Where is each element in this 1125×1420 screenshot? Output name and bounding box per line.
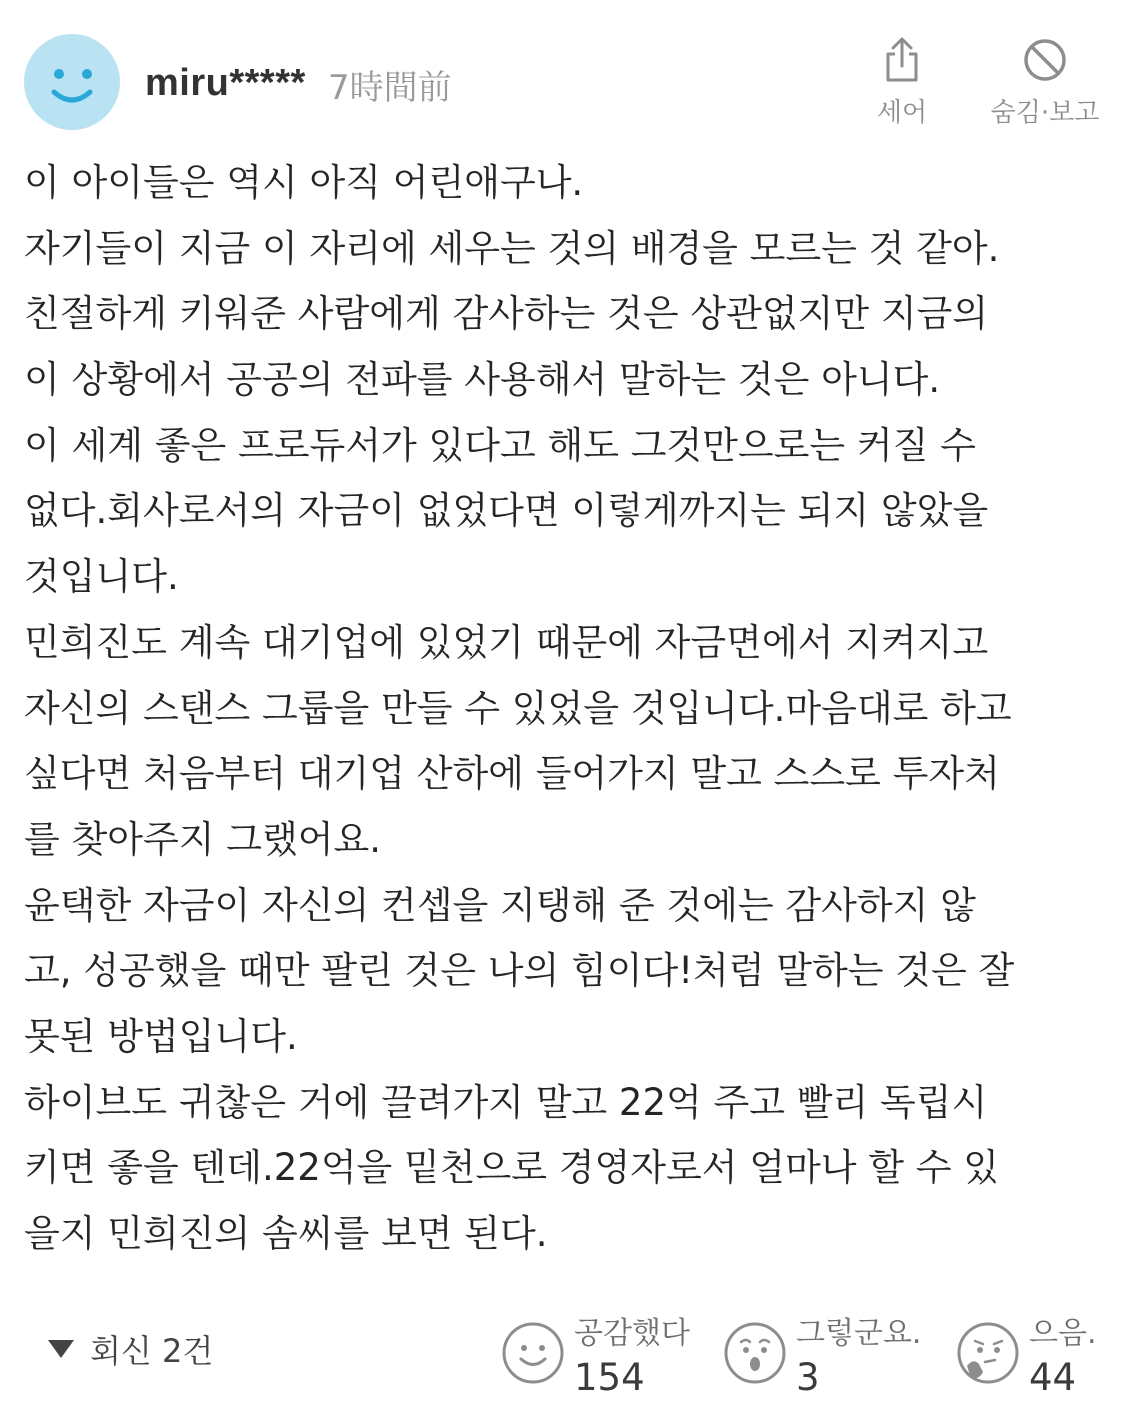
comment-line: 없다.회사로서의 자금이 없었다면 이렇게까지는 되지 않았을 bbox=[24, 489, 989, 533]
comment-line: 자신의 스탠스 그룹을 만들 수 있었을 것입니다.마음대로 하고 bbox=[24, 686, 1012, 730]
comment-line: 친절하게 키워준 사람에게 감사하는 것은 상관없지만 지금의 bbox=[24, 292, 989, 336]
thinking-face-icon bbox=[955, 1320, 1021, 1386]
replies-toggle[interactable] bbox=[48, 1326, 213, 1372]
reaction-label: 그렇군요. bbox=[796, 1316, 922, 1351]
smile-face-icon bbox=[500, 1320, 566, 1386]
reaction-empathy-button[interactable] bbox=[500, 1308, 690, 1418]
reaction-count: 154 bbox=[574, 1356, 645, 1399]
comment-footer bbox=[0, 1300, 1125, 1420]
reaction-label: 공감했다 bbox=[574, 1316, 690, 1351]
timestamp: 7時間前 bbox=[328, 68, 452, 108]
reaction-i-see-button[interactable] bbox=[722, 1308, 922, 1418]
comment-line: 못된 방법입니다. bbox=[24, 1014, 298, 1058]
reaction-count: 3 bbox=[796, 1356, 820, 1399]
reaction-hmm-button[interactable] bbox=[955, 1308, 1105, 1418]
comment-line: 이 상황에서 공공의 전파를 사용해서 말하는 것은 아니다. bbox=[24, 358, 941, 402]
comment-line: 하이브도 귀찮은 거에 끌려가지 말고 22억 주고 빨리 독립시 bbox=[24, 1080, 988, 1124]
surprised-face-icon bbox=[722, 1320, 788, 1386]
avatar[interactable] bbox=[24, 34, 120, 130]
username[interactable]: miru***** bbox=[145, 62, 306, 104]
replies-label: 회신 2건 bbox=[90, 1332, 214, 1370]
share-button[interactable] bbox=[862, 36, 942, 129]
comment-line: 을지 민희진의 솜씨를 보면 된다. bbox=[24, 1212, 548, 1255]
comment-line: 고, 성공했을 때만 팔린 것은 나의 힘이다!처럼 말하는 것은 잘 bbox=[24, 949, 1015, 993]
comment-line: 이 아이들은 역시 아직 어린애구나. bbox=[24, 161, 584, 204]
comment-line: 윤택한 자금이 자신의 컨셉을 지탱해 준 것에는 감사하지 않 bbox=[24, 883, 976, 927]
comment-line: 를 찾아주지 그랬어요. bbox=[24, 817, 381, 861]
comment-header bbox=[0, 0, 1125, 140]
comment-line: 것입니다. bbox=[24, 555, 179, 599]
share-label: 세어 bbox=[876, 98, 928, 128]
comment-line: 민희진도 계속 대기업에 있었기 때문에 자금면에서 지켜지고 bbox=[24, 620, 989, 664]
comment-line: 키면 좋을 텐데.22억을 밑천으로 경영자로서 얼마나 할 수 있 bbox=[24, 1146, 999, 1190]
hide-report-label: 숨김·보고 bbox=[990, 98, 1100, 128]
share-icon bbox=[882, 36, 922, 84]
reaction-count: 44 bbox=[1029, 1356, 1077, 1399]
hide-report-button[interactable] bbox=[980, 36, 1110, 129]
block-icon bbox=[1021, 36, 1069, 84]
comment-line: 자기들이 지금 이 자리에 세우는 것의 배경을 모르는 것 같아. bbox=[24, 226, 1000, 270]
comment-body bbox=[24, 150, 1109, 1267]
comment-line: 싶다면 처음부터 대기업 산하에 들어가지 말고 스스로 투자처 bbox=[24, 752, 1000, 796]
reaction-label: 으음. bbox=[1029, 1316, 1097, 1351]
comment-line: 이 세계 좋은 프로듀서가 있다고 해도 그것만으로는 커질 수 bbox=[24, 423, 976, 467]
triangle-down-icon bbox=[48, 1340, 74, 1358]
smiley-avatar-icon bbox=[24, 34, 120, 130]
